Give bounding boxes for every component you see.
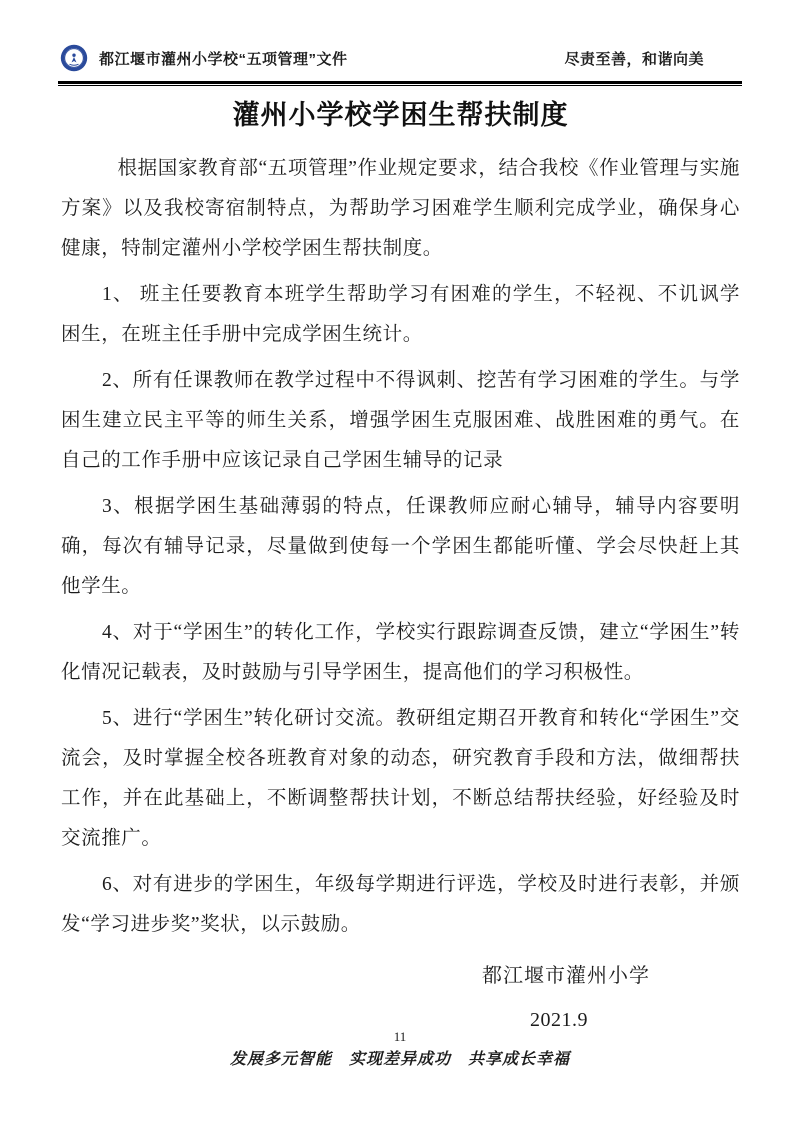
document-body	[61, 96, 740, 1032]
header-rule-thick	[58, 81, 742, 84]
page-header	[58, 44, 742, 86]
header-motto: 尽责至善，和谐向美	[564, 50, 704, 68]
header-rule-thin	[58, 85, 742, 86]
paragraph-item-3: 3、根据学困生基础薄弱的特点，任课教师应耐心辅导，辅导内容要明确，每次有辅导记录，尽量做到使每一个学困生都能听懂、学会尽快赶上其他学生。	[61, 496, 740, 597]
signature-line: 都江堰市灌州小学	[482, 965, 650, 987]
page-footer	[0, 1030, 800, 1069]
footer-slogan: 发展多元智能 实现差异成功 共享成长幸福	[229, 1051, 570, 1068]
paragraph-item-1: 1、 班主任要教育本班学生帮助学习有困难的学生，不轻视、不讥讽学困生，在班主任手册中完成学困生统计。	[61, 284, 740, 345]
paragraph-item-4: 4、对于“学困生”的转化工作，学校实行跟踪调查反馈，建立“学困生”转化情况记载表，及时鼓励与引导学困生，提高他们的学习积极性。	[61, 622, 740, 683]
paragraph-intro: 根据国家教育部“五项管理”作业规定要求，结合我校《作业管理与实施方案》以及我校寄宿制特点，为帮助学习困难学生顺利完成学业，确保身心健康，特制定灌州小学校学困生帮扶制度。	[61, 158, 740, 259]
date-line: 2021.9	[530, 1009, 588, 1031]
school-emblem-icon	[60, 44, 88, 72]
page-number: 11	[393, 1029, 407, 1044]
paragraph-item-5: 5、进行“学困生”转化研讨交流。教研组定期召开教育和转化“学困生”交流会，及时掌握全校各班教育对象的动态，研究教育手段和方法，做细帮扶工作，并在此基础上，不断调整帮扶计划，不断总结帮扶经验，好经验及时交流推广。	[61, 708, 740, 849]
header-doc-label: 都江堰市灌州小学校“五项管理”文件	[99, 50, 348, 68]
document-title: 灌州小学校学困生帮扶制度	[232, 100, 569, 130]
paragraph-item-6: 6、对有进步的学困生，年级每学期进行评选，学校及时进行表彰，并颁发“学习进步奖”奖状，以示鼓励。	[61, 874, 740, 935]
paragraph-item-2: 2、所有任课教师在教学过程中不得讽刺、挖苦有学习困难的学生。与学困生建立民主平等的师生关系，增强学困生克服困难、战胜困难的勇气。在自己的工作手册中应该记录自己学困生辅导的记录	[61, 370, 740, 471]
